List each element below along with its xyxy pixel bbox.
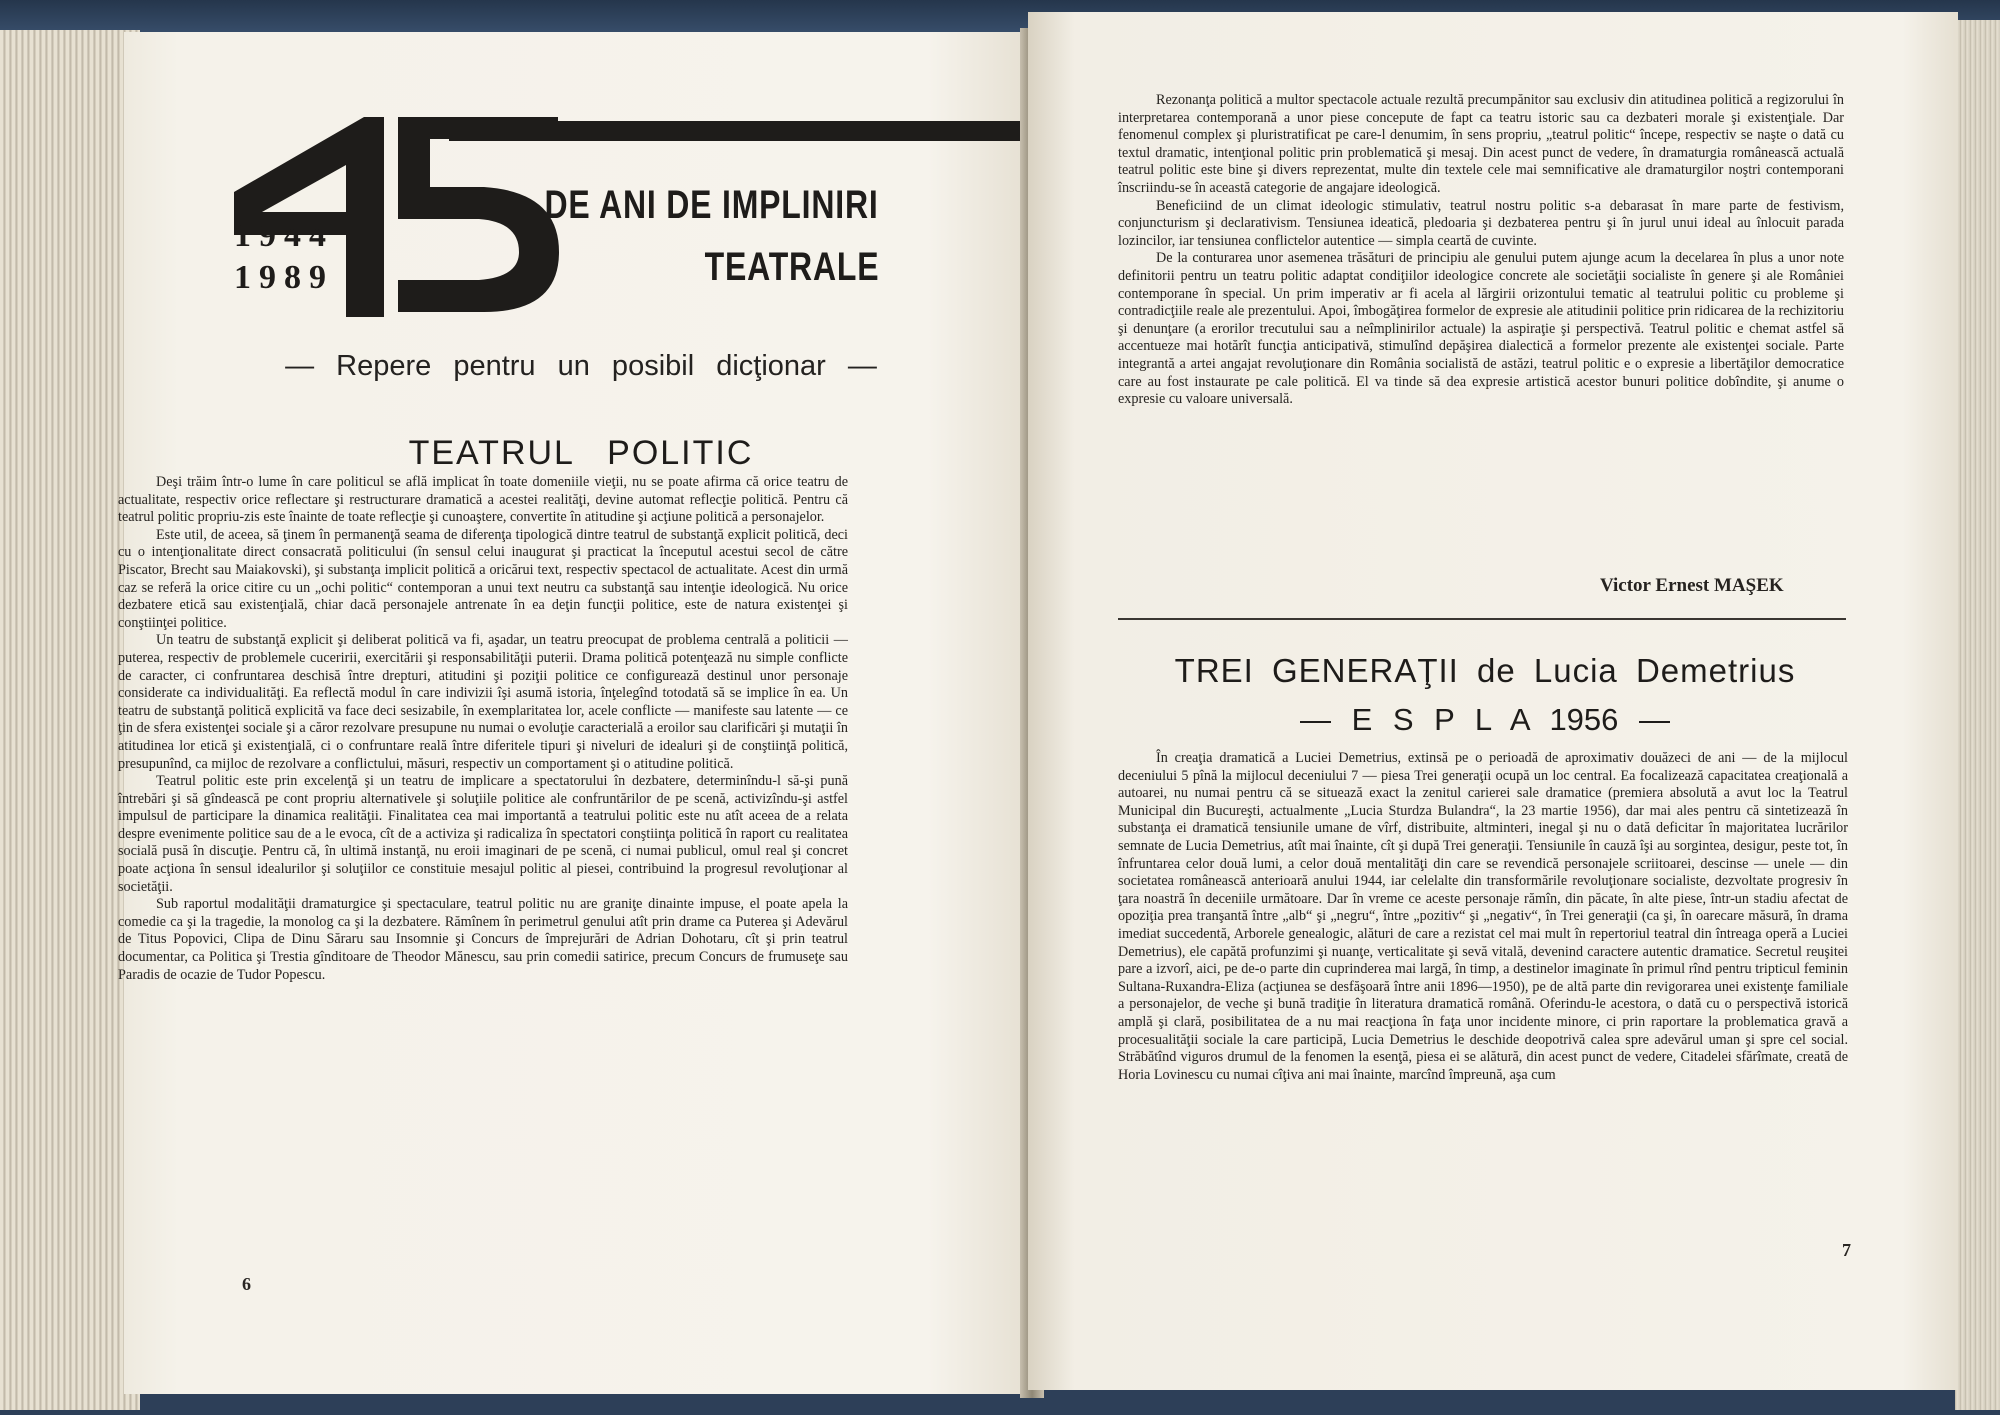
article2-title: TREI GENERAŢII de Lucia Demetrius bbox=[1174, 652, 1796, 689]
heading-line-1: DE ANI DE IMPLINIRI bbox=[544, 183, 879, 227]
year-end: 1989 bbox=[234, 259, 334, 296]
paragraph: Rezonanţa politică a multor spectacole actuale rezultă precumpănitor sau exclusiv din atitudinea politică a regizorului în interpretarea contemporană a unor piese concepute de fapt ca teatru istoric sau ca dezbateri morale şi existenţiale. Dar fenomenul complex şi pluristratificat pe care-l denumim, în sens propriu, „teatrul politic“ începe, respectiv se naşte o dată cu textul dramatic, intenţional politic prin problematică şi mesaj. Din acest punct de vedere, în dramaturgia românească actuală teatrul politic este bine şi divers reprezentat, multe din textele cele mai semnificative ale dramaturgilor noştri contemporani înscriindu-se în această categorie de angajare ideologică. bbox=[1118, 92, 1844, 196]
section-subtitle: — Repere pentru un posibil dicţionar — bbox=[285, 350, 877, 382]
section-divider bbox=[1118, 618, 1846, 620]
year-start: 1944 bbox=[234, 217, 334, 254]
author-signature: Victor Ernest MAŞEK bbox=[1600, 575, 1784, 596]
paragraph: În creaţia dramatică a Luciei Demetrius, extinsă pe o perioadă de aproximativ douăzeci de ani — de la mijlocul deceniului 5 pînă la mijlocul deceniului 7 — piesa Trei generaţii ocupă un loc central. Ea focalizează capacitatea creaţională a autoarei, nu numai pentru că se situează exact la zenitul carierei sale dramatice (premiera absolută a avut loc la Teatrul Municipal din Bucureşti, actualmente „Lucia Sturdza Bulandra“, la 23 martie 1956), dar mai ales pentru că sintetizează în substanţa ei dramatică tensiunile umane de vîrf, distribuite, altminteri, inegal şi nu o dată deficitar în majoritatea lucrărilor semnate de Lucia Demetrius, atît mai înainte, cît şi după Trei generaţii. Tensiunile în cauză îşi au sorgintea, desigur, peste tot, în înfruntarea celor două lumi, a celor două mentalităţi din care se revendică personajele scriitoarei, descinse — unele — din societatea românească anterioară anului 1944, iar celelalte din transformările revoluţionare socialiste, dezvoltate progresiv în ţara noastră în deceniile următoare. Dar în vreme ce aceste personaje rămîn, din păcate, în alte piese, într-un stadiu afectat de opoziţia prea tranşantă între „alb“ şi „negru“, între „pozitiv“ şi „negativ“, în Trei generaţii (ca şi, în oarecare măsură, în drama imediat succedentă, Arborele genealogic, alături de care a rezistat cel mai mult în repertoriul teatral din întreaga operă a Luciei Demetrius), ele capătă profunzimi şi nuanţe, verticalitate şi sevă vitală, devenind caractere autentic dramatice. Secretul reuşitei pare a izvorî, aici, pe de-o parte din cuprinderea mai largă, în timp, a destinelor imaginate în primul rînd pentru tripticul feminin Sultana-Ruxandra-Eliza (acţiunea se desfăşoară între anii 1896—1950), pe de altă parte din revigorarea unei existenţe familiale a personajelor, de veche şi bună tradiţie în literatura dramatică română. Oferindu-le acestora, o dată cu o perspectivă istorică amplă şi clară, posibilitatea de a nu mai reacţiona în faţa unor incidente minore, ci prin raportare la problematica gravă a procesualităţii sociale la care participă, Lucia Demetrius le deschide deopotrivă calea spre adevărul uman şi spre cel social. Străbătînd viguros drumul de la fenomen la esenţă, piesa ei se alătură, din acest punct de vedere, Citadelei sfărîmate, creată de Horia Lovinescu cu numai cîţiva ani mai înainte, marcînd împreună, aşa cum bbox=[1118, 750, 1848, 1083]
paragraph: Deşi trăim într-o lume în care politicul se află implicat în toate domeniile vieţii, nu se poate afirma că orice teatru de actualitate, respectiv orice reflectare şi restructurare dramatică a acestei realităţi, devine automat reflecţie politică. Pentru că teatrul politic propriu-zis este înainte de toate reflecţie şi cunoaştere, convertite în atitudine şi acţiune politică a personajelor. bbox=[118, 474, 848, 526]
right-article-body-bottom bbox=[1118, 750, 1848, 1084]
page-number: 6 bbox=[242, 1274, 251, 1294]
article2-subtitle: — E S P L A 1956 — bbox=[1299, 702, 1671, 737]
paragraph: Sub raportul modalităţii dramaturgice şi spectaculare, teatrul politic nu are graniţe dinainte impuse, el poate apela la comedie ca şi la tragedie, la monolog ca şi la dezbatere. Rămînem în perimetrul genului atît prin drame ca Puterea şi Adevărul de Titus Popovici, Clipa de Dinu Săraru sau Insomnie şi Concurs de împrejurări de Adrian Dohotaru, cît şi prin teatrul documentar, ca Politica şi Trestia gînditoare de Theodor Mănescu, sau prin comedii satirice, precum Concurs de frumuseţe sau Paradis de ocazie de Tudor Popescu. bbox=[118, 896, 848, 983]
paragraph: Teatrul politic este prin excelenţă şi un teatru de implicare a spectatorului în dezbatere, determinîndu-l să-şi pună întrebări şi să gîndească pe cont propriu alternativele şi soluţiile politice ale confruntărilor de pe scenă, activizîndu-şi astfel impulsul de participare la dinamica realităţii. Finalitatea cea mai importantă a teatrului politic este nu atît aceea de a relata despre evenimente politice sau de a le evoca, cît de a activiza şi radicaliza în spectatori conştiinţa politică în raport cu realitatea socială pusă în discuţie. Pentru că, în ultimă instanţă, nu eroii imaginari de pe scenă, ci numai publicul, omul real şi concret poate acţiona în sensul idealurilor şi soluţiilor ce constituie mesajul politic al piesei, contribuind la progresul revoluţionar al societăţii. bbox=[118, 773, 848, 895]
paragraph: De la conturarea unor asemenea trăsături de principiu ale genului putem ajunge acum la decelarea în plus a unor note definitorii pentru un teatru politic adaptat condiţiilor ideologice concrete ale societăţii socialiste în genere şi ale României contemporane în special. Un prim imperativ ar fi acela al lărgirii orizontului tematic al teatrului politic cu probleme şi contradicţiile reale ale prezentului. Apoi, îmbogăţirea formelor de expresie ale atitudinii politice prin ridicarea de la rechizitoriu şi denunţare (a erorilor trecutului sau a neîmplinirilor actuale) la aspiraţie şi perspectivă. Teatrul politic e chemat astfel să accentueze mai hotărît funcţia anticipativă, stimulînd depăşirea dialectică a formelor prezente ale existenţei sociale. Parte integrantă a artei angajat revoluţionare din România socialistă de astăzi, teatrul politic e o expresie a libertăţilor democratice care au fost instaurate pe cale politică. El va tinde să dea expresie artistică acestor bunuri politice dobîndite, şi anume o expresie cu valoare universală. bbox=[1118, 250, 1844, 408]
page-stack-right bbox=[1955, 20, 2000, 1410]
right-article-body-top bbox=[1118, 92, 1844, 409]
paragraph: Beneficiind de un climat ideologic stimulativ, teatrul nostru politic s-a debarasat în mare parte de festivism, conjuncturism şi declarativism. Tensiunea ideatică, pledoaria şi dezbaterea pentru şi în jurul unui ideal au înlocuit parada lozincilor, iar tensiunea conflictelor autentice — simpla ceartă de cuvinte. bbox=[1118, 197, 1844, 249]
left-article-body bbox=[118, 474, 848, 984]
anniversary-logo bbox=[234, 87, 934, 317]
heading-line-2: TEATRALE bbox=[704, 245, 879, 289]
page-number: 7 bbox=[1842, 1240, 1851, 1260]
paragraph: Un teatru de substanţă explicit şi deliberat politică va fi, aşadar, un teatru preocupat de problema centrală a politicii — puterea, respectiv de problemele cuceririi, exercitării şi responsabilităţii puterii. Drama politică potenţează nu simple conflicte de caracter, ci confruntarea deschisă între drepturi, atitudini şi poziţii politice ce configurează destinul unor personaje considerate ca individualităţi. Ea reflectă modul în care indivizii îşi asumă istoria, înţelegînd totodată să se implice în ea. Un teatru de substanţă politică explicită va face deci sesizabile, în exemplaritatea lor, acele conflicte — manifeste sau latente — ce ţin de sfera existenţei sociale şi a căror rezolvare presupune nu numai o evoluţie caracterială a eroilor sau clarificări şi mutaţii în atitudinea lor etică şi existenţială, ci o confruntare reală între diferitele tipuri şi niveluri de idealuri şi de conştiinţă politică, presupunînd, ca mijloc de rezolvare a conflictului, măsuri, respectiv un comportament şi o atitudine politică. bbox=[118, 632, 848, 772]
article-title: TEATRUL POLITIC bbox=[408, 434, 754, 472]
paragraph: Este util, de aceea, să ţinem în permanenţă seama de diferenţa tipologică dintre teatrul de substanţă explicit politică, deci cu o intenţionalitate direct consacrată politicului (în sensul celui inaugurat şi practicat la începutul acestui secol de către Piscator, Brecht sau Maiakovski), şi substanţa implicit politică a oricărui text, respectiv spectacol de actualitate. Acest din urmă caz se referă la orice citire cu un „ochi politic“ contemporan a unui text neutru ca substanţă sau intenţie ideologică. Nu orice dezbatere etică sau existenţială, chiar dacă personajele antrenate în ea deţin funcţii politice, este de natura existenţei şi conştiinţei politice. bbox=[118, 526, 848, 631]
